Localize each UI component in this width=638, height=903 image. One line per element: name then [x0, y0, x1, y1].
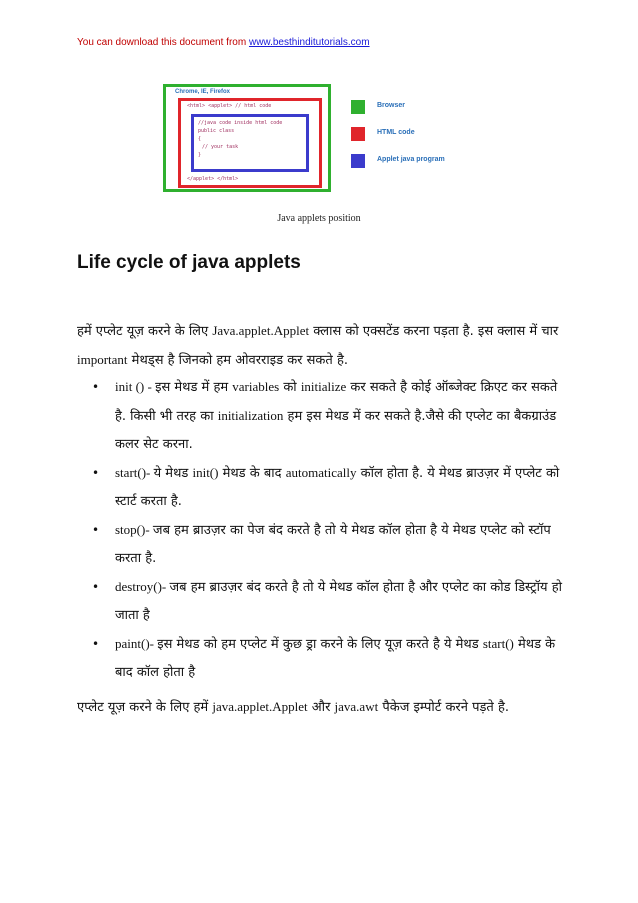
legend-label: Browser	[377, 102, 406, 109]
intro-text: क्लास को एक्सटेंड करना पड़ता है. इस क्लास में चार	[309, 324, 559, 339]
list-item	[77, 630, 567, 687]
outro-package: java.awt	[334, 699, 379, 714]
section-title: Life cycle of java applets	[77, 252, 301, 273]
outro-text: पैकेज इम्पोर्ट करने पड़ते है.	[378, 700, 510, 715]
legend-swatch-red	[351, 127, 365, 141]
method-desc: ये मेथड	[153, 466, 193, 481]
method-name: init () -	[115, 379, 156, 394]
code-brace-close: }	[198, 152, 202, 158]
intro-class-name: Java.applet.Applet	[212, 323, 310, 338]
method-desc: जब हम ब्राउज़र का पेज बंद करते है तो ये मेथड कॉल होता है ये मेथड एप्लेट को स्टॉप करता है.	[115, 523, 551, 566]
legend-swatch-green	[351, 100, 365, 114]
legend-label: HTML code	[377, 129, 415, 136]
intro-paragraph	[77, 317, 567, 375]
list-item	[77, 459, 567, 516]
method-name: paint()-	[115, 636, 158, 651]
method-desc: को	[279, 380, 301, 395]
intro-text: मेथड्स है जिनको हम ओवरराइड कर सकते है.	[127, 353, 348, 368]
outro-package: java.applet.Applet	[212, 699, 308, 714]
list-item	[77, 516, 567, 573]
legend-swatch-blue	[351, 154, 365, 168]
method-desc: initialize	[300, 379, 347, 394]
code-task-comment: // your task	[202, 144, 239, 150]
method-desc: कर सकते है कोई ऑब्जेक्ट क्रिएट कर सकते है. किसी भी तरह का	[115, 380, 558, 424]
code-html-open: <html> <applet> // html code	[187, 103, 272, 109]
method-name: stop()-	[115, 522, 153, 537]
code-java-class: public class	[198, 128, 235, 134]
outro-paragraph	[77, 693, 567, 722]
method-desc: start()	[482, 636, 514, 651]
html-code-box	[178, 98, 322, 188]
download-notice-text: You can download this document from	[77, 37, 249, 48]
browser-box	[163, 84, 331, 192]
outro-text: एप्लेट यूज़ करने के लिए हमें	[77, 700, 213, 715]
intro-word: important	[77, 352, 128, 367]
list-item	[77, 573, 567, 630]
list-item	[77, 373, 567, 459]
method-name: start()-	[115, 465, 154, 480]
method-desc: मेथड के बाद	[218, 466, 286, 481]
website-link[interactable]: www.besthinditutorials.com	[248, 37, 370, 48]
method-desc: init()	[192, 465, 219, 480]
method-name: destroy()-	[115, 579, 170, 594]
method-desc: कॉल होता है. ये मेथड ब्राउज़र में एप्लेट को स्टार्ट करता है.	[115, 466, 560, 509]
method-desc: मेथड के बाद कॉल होता है	[115, 637, 556, 680]
method-desc: variables	[232, 379, 280, 394]
method-desc: हम इस मेथड में कर सकते है.जैसे की एप्लेट का बैकग्राउंड कलर सेट करना.	[115, 409, 557, 452]
intro-text: हमें एप्लेट यूज़ करने के लिए	[77, 324, 213, 339]
applet-position-figure	[163, 84, 483, 216]
method-desc: initialization	[217, 408, 284, 423]
code-brace-open: {	[198, 136, 202, 142]
applet-java-box	[191, 114, 309, 172]
code-java-comment: //java code inside html code	[198, 120, 283, 126]
download-notice	[77, 37, 370, 48]
browser-box-label: Chrome, IE, Firefox	[175, 89, 231, 95]
method-desc: इस मेथड को हम एप्लेट में कुछ ड्रा करने के लिए यूज़ करते है ये मेथड	[157, 637, 483, 652]
method-desc: automatically	[285, 465, 357, 480]
method-desc: जब हम ब्राउज़र बंद करते है तो ये मेथड कॉल होता है और एप्लेट का कोड डिस्ट्रॉय हो जाता है	[115, 580, 562, 623]
figure-caption: Java applets position	[277, 213, 361, 224]
legend-label: Applet java program	[377, 156, 445, 163]
method-desc: इस मेथड में हम	[155, 380, 233, 395]
outro-text: और	[307, 700, 335, 715]
lifecycle-methods-list	[77, 373, 567, 687]
code-html-close: </applet> </html>	[187, 176, 239, 182]
